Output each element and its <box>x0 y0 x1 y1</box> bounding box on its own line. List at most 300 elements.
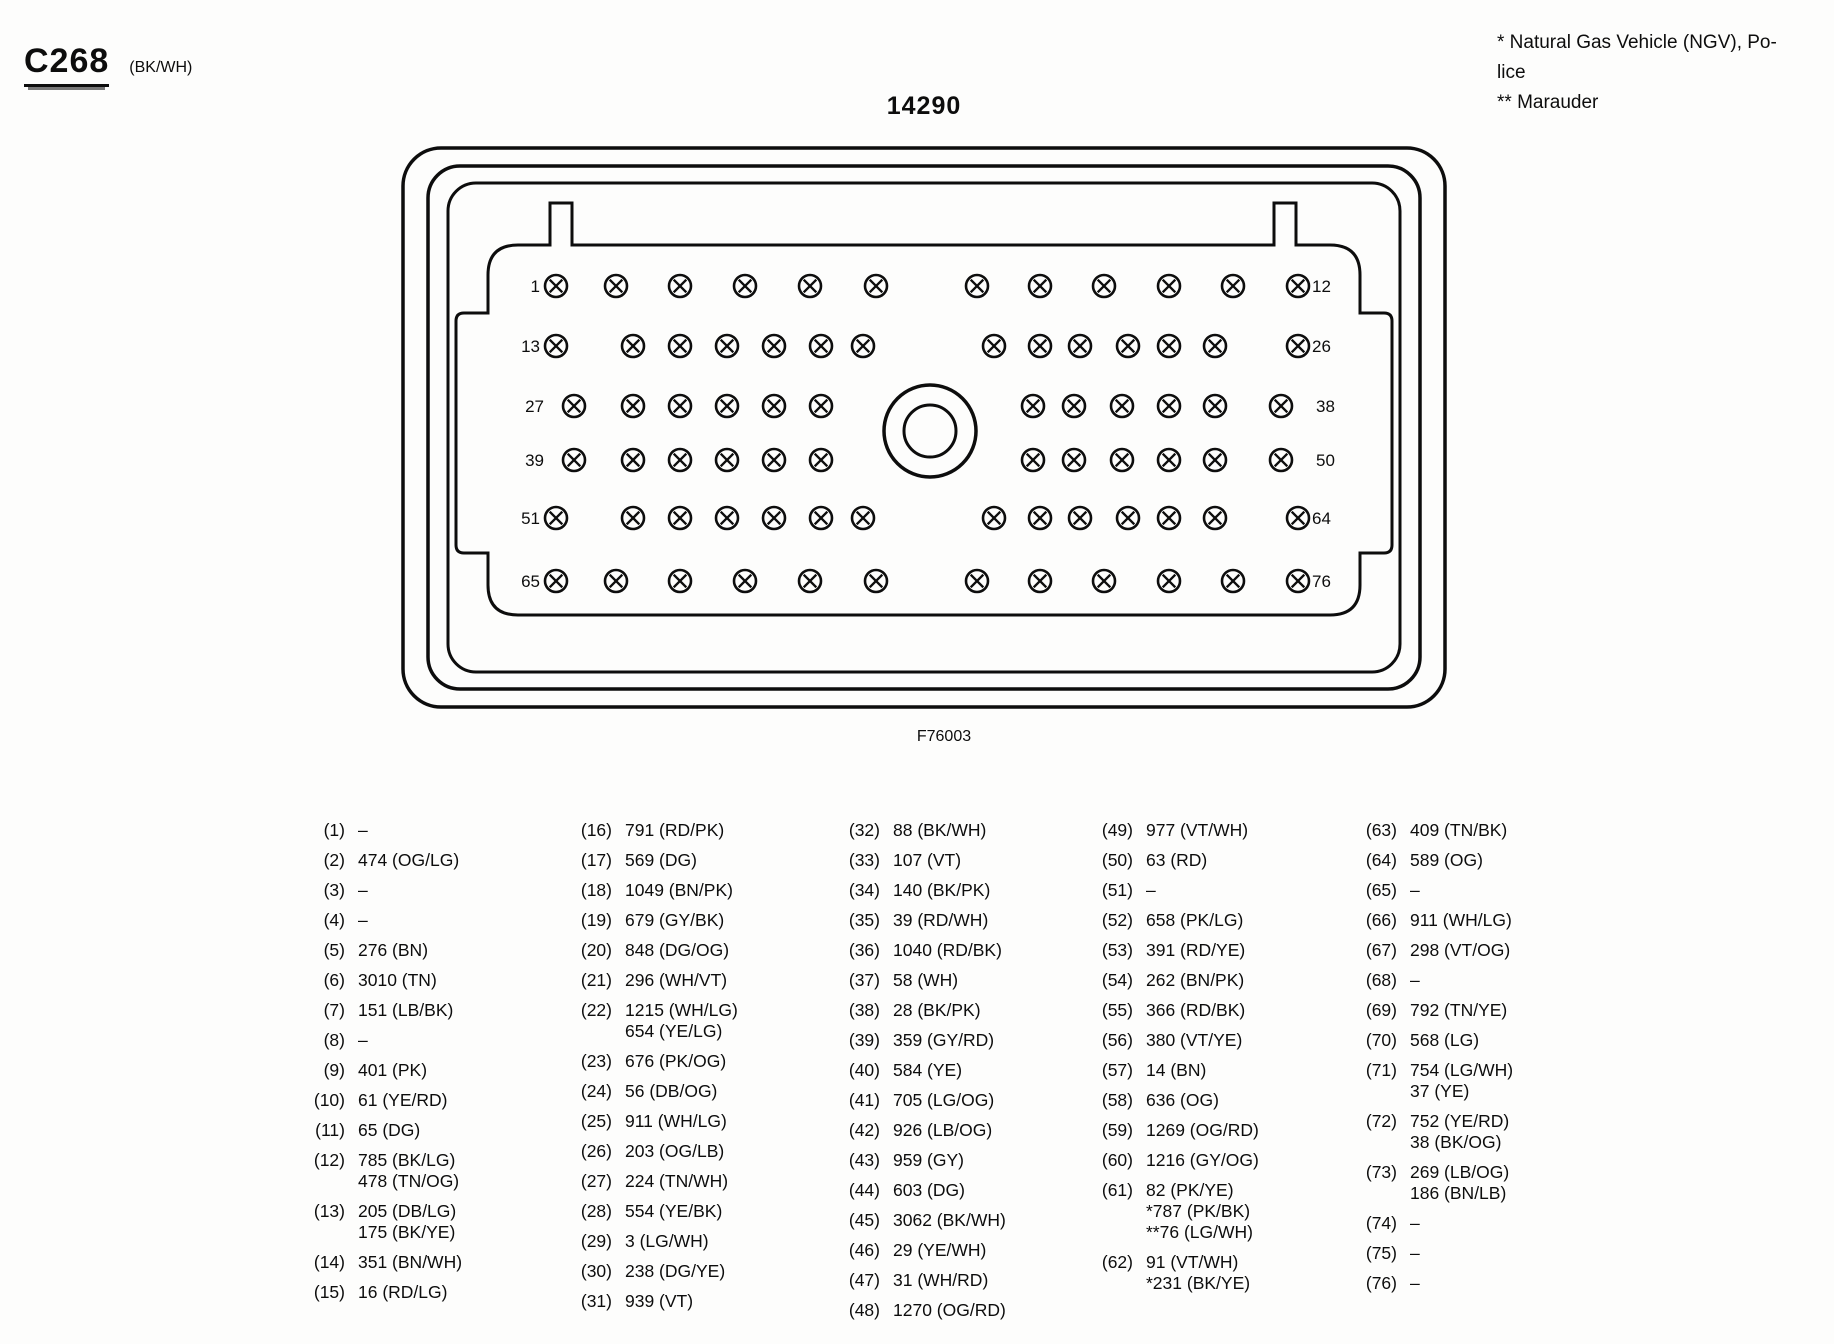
pin-symbol <box>669 395 691 417</box>
pin-symbol <box>716 335 738 357</box>
wire-code: 939 (VT) <box>625 1291 694 1311</box>
pin-list-entry <box>830 850 1090 871</box>
pin-wires <box>625 1111 727 1132</box>
pin-list-entry <box>295 1030 555 1051</box>
pin-list-entry <box>562 1051 822 1072</box>
pin-wires <box>893 1210 1006 1231</box>
pin-symbol <box>1204 395 1226 417</box>
pin-symbol <box>865 570 887 592</box>
pin-wires <box>1410 910 1512 931</box>
pin-list-entry <box>562 1081 822 1102</box>
wire-code: – <box>358 880 368 900</box>
wire-code: 186 (BN/LB) <box>1410 1183 1507 1203</box>
pin-wires <box>893 970 958 991</box>
pin-list-entry <box>830 1060 1090 1081</box>
pin-list-entry <box>830 1090 1090 1111</box>
pin-symbol <box>1063 395 1085 417</box>
pin-number: (43) <box>848 1150 880 1170</box>
pin-wires <box>1410 1243 1420 1264</box>
pin-wires <box>1410 1162 1509 1204</box>
pin-list-entry <box>562 940 822 961</box>
wire-code: 14 (BN) <box>1146 1060 1207 1080</box>
wire-code: 754 (LG/WH) <box>1410 1060 1514 1080</box>
pin-row-label-left: 27 <box>525 397 544 416</box>
pin-number: (5) <box>323 940 345 960</box>
pin-list-entry <box>562 850 822 871</box>
pin-wires <box>358 1252 462 1273</box>
pin-symbol <box>1093 275 1115 297</box>
pin-symbol <box>545 275 567 297</box>
pin-list-entry <box>295 1060 555 1081</box>
wire-code: 58 (WH) <box>893 970 959 990</box>
pin-list-entry <box>562 1201 822 1222</box>
pin-symbol <box>763 335 785 357</box>
wire-code: 351 (BN/WH) <box>358 1252 463 1272</box>
pin-number: (49) <box>1101 820 1133 840</box>
pin-wires <box>1410 1060 1513 1102</box>
pin-symbol <box>1158 507 1180 529</box>
pin-number: (29) <box>580 1231 612 1251</box>
pin-number: (11) <box>315 1120 345 1140</box>
pin-number: (62) <box>1101 1252 1133 1272</box>
wire-code: 391 (RD/YE) <box>1146 940 1246 960</box>
pin-symbol <box>669 570 691 592</box>
pin-symbol <box>810 395 832 417</box>
wire-code: 791 (RD/PK) <box>625 820 725 840</box>
pin-symbol <box>1117 507 1139 529</box>
pin-wires <box>1410 940 1510 961</box>
pin-list-entry <box>295 1090 555 1111</box>
pin-number: (74) <box>1365 1213 1397 1233</box>
pin-symbol <box>1111 449 1133 471</box>
pin-symbol <box>1287 570 1309 592</box>
pin-list-entry <box>1083 1060 1343 1081</box>
pin-wires <box>358 1201 456 1243</box>
wire-code: 959 (GY) <box>893 1150 964 1170</box>
pin-list-entry <box>830 1240 1090 1261</box>
pin-symbol <box>1287 335 1309 357</box>
pin-wires <box>358 820 368 841</box>
pin-symbol <box>852 335 874 357</box>
pin-symbol <box>1117 335 1139 357</box>
pin-list-entry <box>830 1150 1090 1171</box>
wire-code: 88 (BK/WH) <box>893 820 987 840</box>
pin-symbol <box>1063 449 1085 471</box>
pin-symbol <box>563 395 585 417</box>
wire-code: – <box>1146 880 1156 900</box>
pin-number: (60) <box>1101 1150 1133 1170</box>
pin-wires <box>1410 1000 1507 1021</box>
pin-number: (54) <box>1101 970 1133 990</box>
connector-shell-inner <box>448 183 1400 672</box>
wire-code: 409 (TN/BK) <box>1410 820 1508 840</box>
pin-list-entry <box>1083 1180 1343 1243</box>
pin-symbol <box>1158 395 1180 417</box>
pin-row-label-right: 26 <box>1312 337 1331 356</box>
wire-code: 1215 (WH/LG) <box>625 1000 738 1020</box>
pin-wires <box>358 1150 459 1192</box>
wire-code: *787 (PK/BK) <box>1146 1201 1251 1221</box>
pin-symbol <box>1093 570 1115 592</box>
pin-number: (45) <box>848 1210 880 1230</box>
wire-code: 91 (VT/WH) <box>1146 1252 1239 1272</box>
pin-row-label-left: 13 <box>521 337 540 356</box>
wire-code: 589 (OG) <box>1410 850 1483 870</box>
pin-list-entry <box>830 940 1090 961</box>
pin-wires <box>358 910 368 931</box>
pin-list-column <box>562 820 822 1321</box>
pin-number: (27) <box>580 1171 612 1191</box>
pin-number: (51) <box>1101 880 1133 900</box>
pin-number: (16) <box>580 820 612 840</box>
pin-list-entry <box>830 1180 1090 1201</box>
pin-symbol <box>1029 275 1051 297</box>
wire-code: 977 (VT/WH) <box>1146 820 1249 840</box>
pin-list-entry <box>295 1282 555 1303</box>
wire-code: 359 (GY/RD) <box>893 1030 995 1050</box>
wire-code: 65 (DG) <box>358 1120 421 1140</box>
wire-code: 658 (PK/LG) <box>1146 910 1244 930</box>
pin-row-label-left: 1 <box>530 277 540 296</box>
pin-symbol <box>1158 275 1180 297</box>
pin-list-entry <box>1083 1000 1343 1021</box>
pin-number: (73) <box>1365 1162 1397 1182</box>
pin-list-entry <box>295 1000 555 1021</box>
pin-row-label-right: 50 <box>1316 451 1335 470</box>
pin-number: (35) <box>848 910 880 930</box>
pin-wires <box>625 1261 725 1282</box>
wire-code: 848 (DG/OG) <box>625 940 730 960</box>
pin-number: (37) <box>848 970 880 990</box>
pin-symbol <box>1158 449 1180 471</box>
pin-number: (67) <box>1365 940 1397 960</box>
pin-list-entry <box>1347 1162 1607 1204</box>
pin-number: (69) <box>1365 1000 1397 1020</box>
pin-list-column <box>295 820 555 1312</box>
wire-code: **76 (LG/WH) <box>1146 1222 1253 1242</box>
pin-wires <box>358 940 428 961</box>
wire-code: – <box>1410 1213 1420 1233</box>
wire-code: 3062 (BK/WH) <box>893 1210 1006 1230</box>
pin-list-entry <box>1347 1000 1607 1021</box>
pin-wires <box>1410 850 1483 871</box>
pin-list-entry <box>830 880 1090 901</box>
pin-list-entry <box>562 1261 822 1282</box>
wire-code: 705 (LG/OG) <box>893 1090 995 1110</box>
pin-wires <box>358 970 437 991</box>
pin-wires <box>893 820 986 841</box>
footnotes <box>1497 28 1827 118</box>
pin-list-column <box>1347 820 1607 1303</box>
connector-shell-outer <box>403 148 1445 707</box>
pin-symbol <box>852 507 874 529</box>
wire-code: 1269 (OG/RD) <box>1146 1120 1259 1140</box>
pin-number: (44) <box>848 1180 880 1200</box>
pin-number: (15) <box>313 1282 345 1302</box>
pin-number: (46) <box>848 1240 880 1260</box>
wire-code: 276 (BN) <box>358 940 429 960</box>
pin-wires <box>1410 1111 1509 1153</box>
pin-number: (59) <box>1101 1120 1133 1140</box>
wire-code: 224 (TN/WH) <box>625 1171 729 1191</box>
pin-symbol <box>1204 449 1226 471</box>
pin-symbol <box>669 507 691 529</box>
pin-list-entry <box>295 1252 555 1273</box>
wire-code: 568 (LG) <box>1410 1030 1480 1050</box>
pin-wires <box>625 1171 728 1192</box>
pin-wires <box>1146 1030 1242 1051</box>
pin-list-entry <box>830 1000 1090 1021</box>
pin-number: (26) <box>580 1141 612 1161</box>
pin-row-label-left: 39 <box>525 451 544 470</box>
pin-symbol <box>966 275 988 297</box>
wire-code: 37 (YE) <box>1410 1081 1470 1101</box>
pin-symbol <box>669 335 691 357</box>
connector-part-number: 14290 <box>886 92 962 120</box>
pin-list-entry <box>295 1120 555 1141</box>
pin-number: (1) <box>323 820 345 840</box>
pin-wires <box>1410 1030 1479 1051</box>
wire-code: 56 (DB/OG) <box>625 1081 718 1101</box>
pin-number: (24) <box>580 1081 612 1101</box>
pin-symbol <box>716 449 738 471</box>
pin-list-entry <box>1347 1030 1607 1051</box>
pin-wires <box>893 1060 962 1081</box>
pin-symbol <box>605 275 627 297</box>
pin-number: (65) <box>1365 880 1397 900</box>
pin-wires <box>358 1060 427 1081</box>
pin-number: (32) <box>848 820 880 840</box>
pin-symbol <box>669 449 691 471</box>
pin-symbol <box>983 335 1005 357</box>
footnote-line: lice <box>1497 62 1526 83</box>
pin-number: (7) <box>323 1000 345 1020</box>
pin-list-entry <box>830 1270 1090 1291</box>
pin-number: (22) <box>580 1000 612 1020</box>
pin-list-entry <box>562 1231 822 1252</box>
pin-list-entry <box>830 820 1090 841</box>
pin-wires <box>1146 970 1244 991</box>
pin-number: (52) <box>1101 910 1133 930</box>
pin-list-entry <box>562 1171 822 1192</box>
pin-list-entry <box>1347 970 1607 991</box>
pin-wires <box>1146 850 1207 871</box>
pin-number: (12) <box>313 1150 345 1170</box>
pin-symbol <box>1022 449 1044 471</box>
wire-code: 1040 (RD/BK) <box>893 940 1002 960</box>
wire-code: 474 (OG/LG) <box>358 850 460 870</box>
pin-list-entry <box>830 970 1090 991</box>
pin-symbol <box>622 335 644 357</box>
pin-number: (23) <box>580 1051 612 1071</box>
pin-wires <box>358 1090 447 1111</box>
pin-symbol <box>763 395 785 417</box>
center-hole-inner <box>904 405 956 457</box>
pin-number: (56) <box>1101 1030 1133 1050</box>
pin-wires <box>625 1201 722 1222</box>
pin-symbol <box>1069 335 1091 357</box>
pin-number: (64) <box>1365 850 1397 870</box>
pin-symbol <box>716 507 738 529</box>
pin-list-entry <box>562 1141 822 1162</box>
pin-row-label-right: 64 <box>1312 509 1331 528</box>
pin-list-entry <box>1347 820 1607 841</box>
wire-code: 3 (LG/WH) <box>625 1231 709 1251</box>
pin-number: (19) <box>580 910 612 930</box>
pin-wires <box>625 1291 693 1312</box>
pin-wires <box>1410 880 1420 901</box>
pin-list-entry <box>1083 1030 1343 1051</box>
pin-number: (17) <box>580 850 612 870</box>
wire-code: 1270 (OG/RD) <box>893 1300 1006 1320</box>
pin-number: (58) <box>1101 1090 1133 1110</box>
pin-list-entry <box>562 1000 822 1042</box>
pin-wires <box>893 940 1002 961</box>
pin-wires <box>1410 1213 1420 1234</box>
wire-code: – <box>1410 970 1420 990</box>
pin-number: (2) <box>323 850 345 870</box>
pin-wires <box>625 1000 738 1042</box>
wire-code: 636 (OG) <box>1146 1090 1219 1110</box>
pin-symbol <box>605 570 627 592</box>
pin-number: (76) <box>1365 1273 1397 1293</box>
pin-wires <box>893 1180 965 1201</box>
wire-code: 679 (GY/BK) <box>625 910 725 930</box>
wire-code: 676 (PK/OG) <box>625 1051 727 1071</box>
pin-symbol <box>622 449 644 471</box>
pin-wires <box>893 1000 981 1021</box>
wire-code: 262 (BN/PK) <box>1146 970 1245 990</box>
pin-number: (47) <box>848 1270 880 1290</box>
wire-code: 926 (LB/OG) <box>893 1120 993 1140</box>
pin-wires <box>358 1000 453 1021</box>
wire-code: 478 (TN/OG) <box>358 1171 460 1191</box>
wire-code: 28 (BK/PK) <box>893 1000 981 1020</box>
pin-number: (61) <box>1101 1180 1133 1200</box>
wire-code: 654 (YE/LG) <box>625 1021 723 1041</box>
pin-number: (38) <box>848 1000 880 1020</box>
pin-list-entry <box>1083 910 1343 931</box>
pin-number: (68) <box>1365 970 1397 990</box>
pin-wires <box>1146 1060 1206 1081</box>
pin-wires <box>893 1030 994 1051</box>
pin-symbol <box>1270 395 1292 417</box>
pin-wires <box>1146 1150 1259 1171</box>
pin-list-entry <box>1083 1150 1343 1171</box>
wire-code: 107 (VT) <box>893 850 962 870</box>
wire-code: – <box>358 1030 368 1050</box>
pin-wires <box>625 910 724 931</box>
pin-wires <box>1146 940 1245 961</box>
pin-list-entry <box>295 820 555 841</box>
pin-list-entry <box>830 1030 1090 1051</box>
pin-symbol <box>810 507 832 529</box>
figure-number: F76003 <box>916 728 972 745</box>
pin-number: (63) <box>1365 820 1397 840</box>
pin-number: (66) <box>1365 910 1397 930</box>
pin-wires <box>1146 1252 1250 1294</box>
pin-number: (18) <box>580 880 612 900</box>
pin-list-entry <box>830 910 1090 931</box>
connector-diagram <box>400 145 1448 710</box>
pin-wires <box>1146 1000 1245 1021</box>
pin-number: (39) <box>848 1030 880 1050</box>
pin-wires <box>358 1120 420 1141</box>
pin-row-label-right: 38 <box>1316 397 1335 416</box>
pin-list-column <box>830 820 1090 1330</box>
pin-row-label-left: 51 <box>521 509 540 528</box>
pin-number: (30) <box>580 1261 612 1281</box>
pin-symbol <box>810 449 832 471</box>
wire-code: 296 (WH/VT) <box>625 970 728 990</box>
pin-symbol <box>545 507 567 529</box>
pin-symbol <box>763 449 785 471</box>
wire-code: – <box>1410 1273 1420 1293</box>
pin-row-label-right: 76 <box>1312 572 1331 591</box>
pin-list-entry <box>1083 820 1343 841</box>
pin-list-entry <box>295 1150 555 1192</box>
pin-list-entry <box>295 1201 555 1243</box>
pin-number: (40) <box>848 1060 880 1080</box>
pin-wires <box>625 940 729 961</box>
pin-list-entry <box>1083 970 1343 991</box>
pin-number: (70) <box>1365 1030 1397 1050</box>
pin-field-outline <box>456 203 1392 615</box>
connector-color-code: (BK/WH) <box>129 59 193 76</box>
pin-number: (8) <box>323 1030 345 1050</box>
footnote-line: * Natural Gas Vehicle (NGV), Po- <box>1497 32 1777 53</box>
pin-list-entry <box>1347 1213 1607 1234</box>
pin-list-entry <box>830 1120 1090 1141</box>
wire-code: 584 (YE) <box>893 1060 963 1080</box>
pin-list-entry <box>1083 850 1343 871</box>
pin-wires <box>1146 880 1156 901</box>
wire-code: – <box>358 910 368 930</box>
pin-symbol <box>1204 507 1226 529</box>
pin-list-entry <box>1347 1243 1607 1264</box>
pin-symbol <box>563 449 585 471</box>
connector-id: C268 <box>24 42 109 87</box>
pin-wires <box>1146 910 1243 931</box>
pin-number: (42) <box>848 1120 880 1140</box>
pin-wires <box>625 1081 717 1102</box>
pin-symbol <box>799 570 821 592</box>
pin-symbol <box>1222 570 1244 592</box>
wire-code: 792 (TN/YE) <box>1410 1000 1508 1020</box>
wire-code: 205 (DB/LG) <box>358 1201 457 1221</box>
pin-wires <box>625 880 733 901</box>
pin-list-entry <box>295 910 555 931</box>
wire-code: 401 (PK) <box>358 1060 428 1080</box>
pin-symbol <box>799 275 821 297</box>
wire-code: 380 (VT/YE) <box>1146 1030 1243 1050</box>
pin-symbol <box>1287 507 1309 529</box>
pin-wires <box>625 1141 724 1162</box>
pin-wires <box>1146 1180 1253 1243</box>
wire-code: 1216 (GY/OG) <box>1146 1150 1259 1170</box>
wire-code: 3010 (TN) <box>358 970 437 990</box>
pin-number: (9) <box>323 1060 345 1080</box>
pin-row-label-right: 12 <box>1312 277 1331 296</box>
pin-number: (28) <box>580 1201 612 1221</box>
pin-symbol <box>763 507 785 529</box>
pin-list-entry <box>562 1111 822 1132</box>
pin-number: (10) <box>313 1090 345 1110</box>
pin-symbol <box>669 275 691 297</box>
wire-code: 1049 (BN/PK) <box>625 880 733 900</box>
wire-code: 140 (BK/PK) <box>893 880 991 900</box>
wire-code: 554 (YE/BK) <box>625 1201 723 1221</box>
